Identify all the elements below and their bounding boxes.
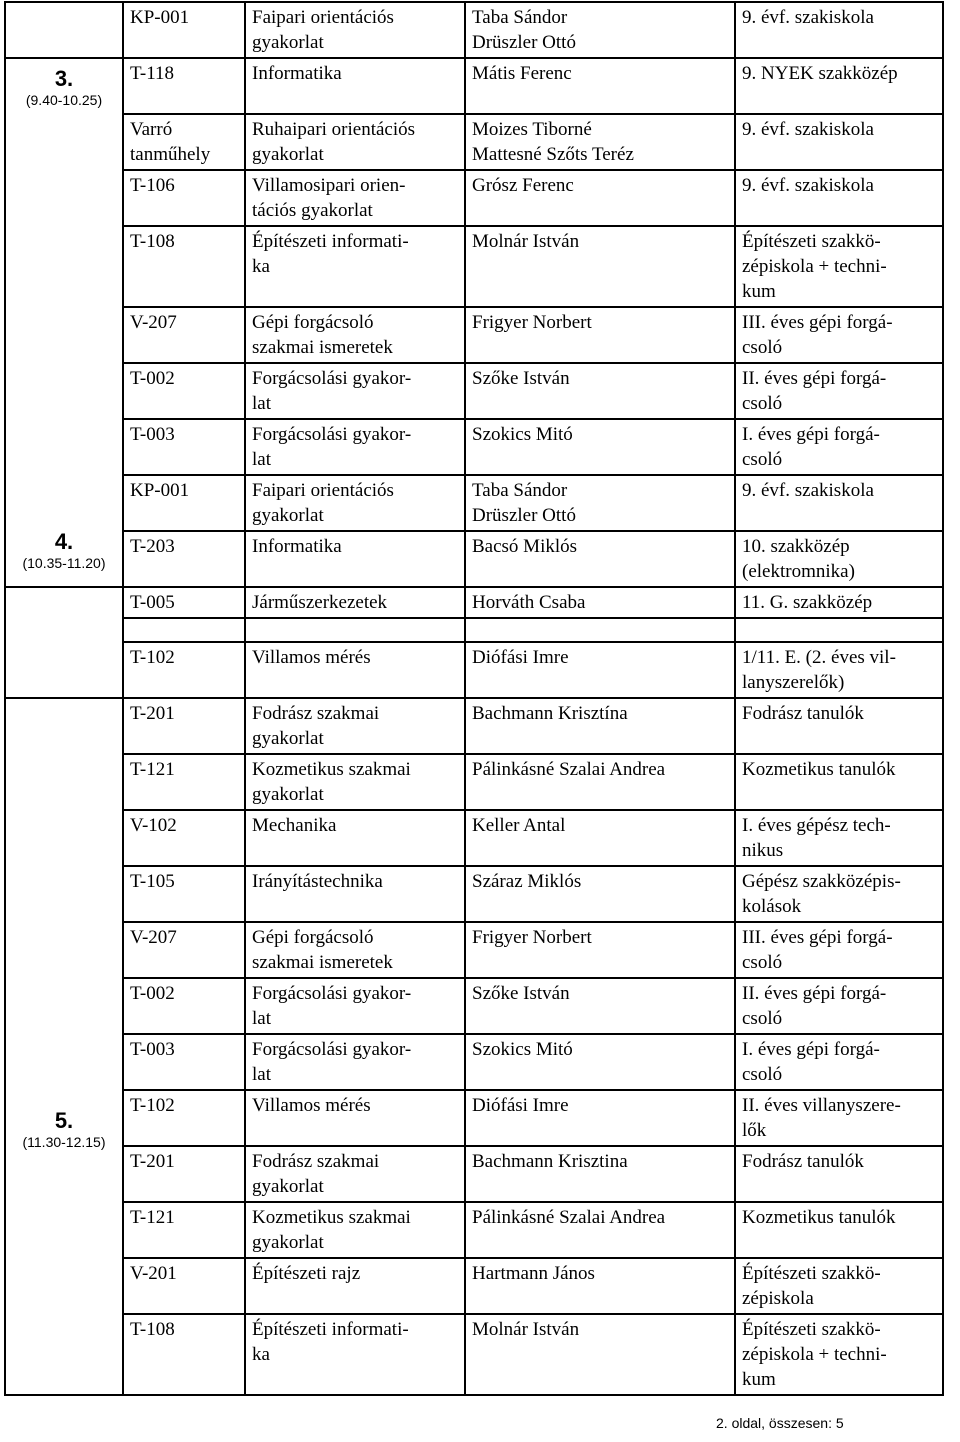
subject-cell: Fodrász szakmai gyakorlat	[245, 1146, 465, 1202]
period-cell	[5, 698, 123, 1395]
subject-cell: Informatika	[245, 58, 465, 114]
subject-cell: Kozmetikus szakmai gyakorlat	[245, 1202, 465, 1258]
teacher-cell: Szőke István	[465, 978, 735, 1034]
subject-cell: Villamosipari orien- tációs gyakorlat	[245, 170, 465, 226]
table-row	[5, 114, 943, 170]
table-row	[5, 866, 943, 922]
table-row	[5, 698, 943, 754]
room-cell: T-203	[123, 531, 245, 587]
class-cell: Fodrász tanulók	[735, 1146, 943, 1202]
room-cell: T-106	[123, 170, 245, 226]
table-row	[5, 363, 943, 419]
class-cell: II. éves gépi forgá- csoló	[735, 363, 943, 419]
class-cell: II. éves villanyszere- lők	[735, 1090, 943, 1146]
teacher-cell: Grósz Ferenc	[465, 170, 735, 226]
room-cell: T-003	[123, 1034, 245, 1090]
subject-cell: Fodrász szakmai gyakorlat	[245, 698, 465, 754]
table-row	[5, 1090, 943, 1146]
table-row	[5, 587, 943, 618]
subject-cell: Forgácsolási gyakor- lat	[245, 978, 465, 1034]
class-cell: Kozmetikus tanulók	[735, 754, 943, 810]
subject-cell: Forgácsolási gyakor- lat	[245, 1034, 465, 1090]
room-cell: T-201	[123, 1146, 245, 1202]
class-cell: Kozmetikus tanulók	[735, 1202, 943, 1258]
subject-cell: Informatika	[245, 531, 465, 587]
subject-cell: Irányítástechnika	[245, 866, 465, 922]
class-cell: 9. évf. szakiskola	[735, 170, 943, 226]
class-cell: Építészeti szakkö- zépiskola + techni- kum	[735, 226, 943, 307]
period-cell	[5, 529, 123, 698]
table-gap-row	[5, 618, 943, 642]
class-cell: III. éves gépi forgá- csoló	[735, 307, 943, 363]
table-row	[5, 810, 943, 866]
class-cell: 10. szakközép (elektromnika)	[735, 531, 943, 587]
period-number: 5.	[54, 1108, 74, 1133]
subject-cell: Ruhaipari orientációs gyakorlat	[245, 114, 465, 170]
room-cell: T-121	[123, 1202, 245, 1258]
table-row	[5, 978, 943, 1034]
table-row	[5, 2, 943, 58]
class-cell: Fodrász tanulók	[735, 698, 943, 754]
subject-cell: Gépi forgácsoló szakmai ismeretek	[245, 922, 465, 978]
room-cell: T-002	[123, 978, 245, 1034]
subject-cell: Kozmetikus szakmai gyakorlat	[245, 754, 465, 810]
teacher-cell: Mátis Ferenc	[465, 58, 735, 114]
page-footer: 2. oldal, összesen: 5	[716, 1415, 844, 1431]
class-cell: I. éves gépi forgá- csoló	[735, 1034, 943, 1090]
class-cell: 1/11. E. (2. éves vil- lanyszerelők)	[735, 642, 943, 698]
teacher-cell: Frigyer Norbert	[465, 922, 735, 978]
teacher-cell: Taba Sándor Drüszler Ottó	[465, 2, 735, 58]
room-cell: T-121	[123, 754, 245, 810]
teacher-cell: Hartmann János	[465, 1258, 735, 1314]
teacher-cell: Szokics Mitó	[465, 1034, 735, 1090]
room-cell: T-005	[123, 587, 245, 618]
room-cell: T-003	[123, 419, 245, 475]
period-number: 4.	[54, 529, 74, 554]
teacher-cell: Molnár István	[465, 226, 735, 307]
period-cell-continued	[5, 2, 123, 58]
room-cell: KP-001	[123, 475, 245, 531]
table-row	[5, 531, 943, 587]
room-cell: T-105	[123, 866, 245, 922]
subject-cell: Mechanika	[245, 810, 465, 866]
teacher-cell: Száraz Miklós	[465, 866, 735, 922]
class-cell: I. éves gépész tech- nikus	[735, 810, 943, 866]
subject-cell: Forgácsolási gyakor- lat	[245, 419, 465, 475]
subject-cell: Építészeti rajz	[245, 1258, 465, 1314]
teacher-cell: Bachmann Krisztína	[465, 698, 735, 754]
room-cell: T-108	[123, 1314, 245, 1395]
class-cell: I. éves gépi forgá- csoló	[735, 419, 943, 475]
class-cell: II. éves gépi forgá- csoló	[735, 978, 943, 1034]
class-cell: 9. évf. szakiskola	[735, 475, 943, 531]
table-row	[5, 1146, 943, 1202]
room-cell: V-102	[123, 810, 245, 866]
teacher-cell: Pálinkásné Szalai Andrea	[465, 1202, 735, 1258]
room-cell: T-108	[123, 226, 245, 307]
subject-cell: Faipari orientációs gyakorlat	[245, 2, 465, 58]
teacher-cell: Moizes Tiborné Mattesné Szőts Teréz	[465, 114, 735, 170]
subject-cell: Építészeti informati- ka	[245, 226, 465, 307]
table-row	[5, 1202, 943, 1258]
teacher-cell: Diófási Imre	[465, 642, 735, 698]
schedule-table	[4, 1, 944, 1396]
room-cell: V-201	[123, 1258, 245, 1314]
table-row	[5, 1034, 943, 1090]
class-cell: 9. NYEK szakközép	[735, 58, 943, 114]
subject-cell: Villamos mérés	[245, 1090, 465, 1146]
class-cell: 11. G. szakközép	[735, 587, 943, 618]
teacher-cell: Horváth Csaba	[465, 587, 735, 618]
table-row	[5, 58, 943, 114]
teacher-cell: Szokics Mitó	[465, 419, 735, 475]
class-cell: Építészeti szakkö- zépiskola	[735, 1258, 943, 1314]
period-time: (11.30-12.15)	[22, 1134, 106, 1150]
teacher-cell: Bacsó Miklós	[465, 531, 735, 587]
class-cell: Építészeti szakkö- zépiskola + techni- kum	[735, 1314, 943, 1395]
room-cell: V-207	[123, 307, 245, 363]
teacher-cell: Bachmann Krisztina	[465, 1146, 735, 1202]
table-row	[5, 922, 943, 978]
teacher-cell: Frigyer Norbert	[465, 307, 735, 363]
subject-cell: Gépi forgácsoló szakmai ismeretek	[245, 307, 465, 363]
table-row	[5, 1258, 943, 1314]
room-cell: KP-001	[123, 2, 245, 58]
teacher-cell: Keller Antal	[465, 810, 735, 866]
table-row	[5, 754, 943, 810]
period-number: 3.	[54, 66, 74, 91]
table-row	[5, 226, 943, 307]
teacher-cell: Molnár István	[465, 1314, 735, 1395]
room-cell: T-118	[123, 58, 245, 114]
teacher-cell: Szőke István	[465, 363, 735, 419]
teacher-cell: Diófási Imre	[465, 1090, 735, 1146]
subject-cell: Forgácsolási gyakor- lat	[245, 363, 465, 419]
room-cell: V-207	[123, 922, 245, 978]
table-row	[5, 1314, 943, 1395]
table-row	[5, 475, 943, 531]
period-cell	[5, 58, 123, 587]
teacher-cell: Pálinkásné Szalai Andrea	[465, 754, 735, 810]
table-row	[5, 642, 943, 698]
subject-cell: Villamos mérés	[245, 642, 465, 698]
subject-cell: Építészeti informati- ka	[245, 1314, 465, 1395]
class-cell: 9. évf. szakiskola	[735, 114, 943, 170]
teacher-cell: Taba Sándor Drüszler Ottó	[465, 475, 735, 531]
class-cell: Gépész szakközépis- kolások	[735, 866, 943, 922]
period-time: (10.35-11.20)	[22, 555, 106, 571]
class-cell: 9. évf. szakiskola	[735, 2, 943, 58]
period-time: (9.40-10.25)	[25, 92, 103, 108]
table-row	[5, 170, 943, 226]
room-cell: T-102	[123, 1090, 245, 1146]
room-cell: T-201	[123, 698, 245, 754]
room-cell: Varró tanműhely	[123, 114, 245, 170]
table-row	[5, 307, 943, 363]
table-row	[5, 419, 943, 475]
subject-cell: Járműszerkezetek	[245, 587, 465, 618]
class-cell: III. éves gépi forgá- csoló	[735, 922, 943, 978]
room-cell: T-002	[123, 363, 245, 419]
subject-cell: Faipari orientációs gyakorlat	[245, 475, 465, 531]
room-cell: T-102	[123, 642, 245, 698]
